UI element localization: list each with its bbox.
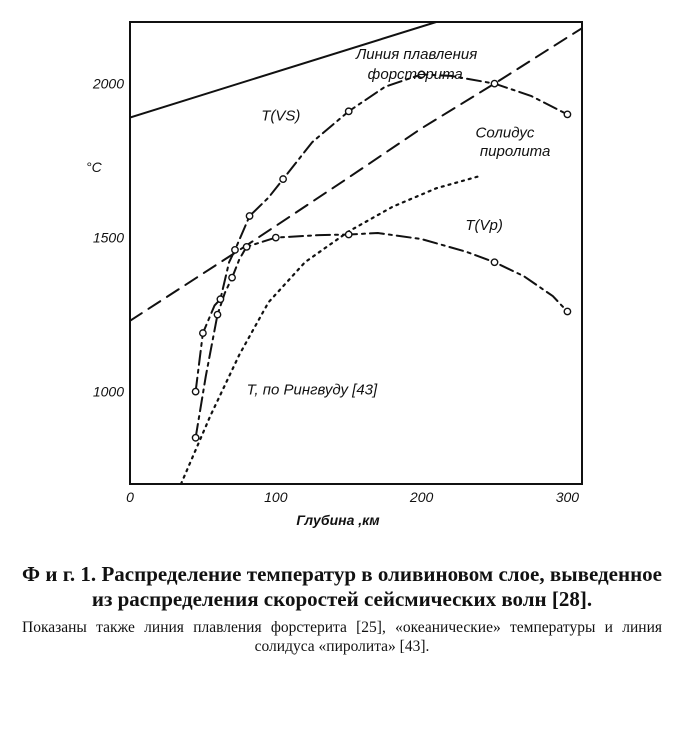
series-2-point-3 — [217, 296, 223, 302]
annotation-layer — [247, 46, 551, 399]
caption-body: Показаны также линия плавления форстерита [25], «океанические» температуры и линия солидуса «пиролита» [43]. — [22, 619, 662, 655]
series-2-point-10 — [564, 111, 570, 117]
series-3-point-3 — [229, 274, 235, 280]
y-axis-label: °С — [86, 159, 102, 175]
series-3-point-1 — [192, 435, 198, 441]
series-3-point-6 — [346, 231, 352, 237]
plot-frame — [130, 22, 582, 484]
x-axis-label: Глубина ,км — [296, 512, 380, 528]
series-3-point-8 — [564, 308, 570, 314]
series-2-point-5 — [246, 213, 252, 219]
x-tick-label: 0 — [126, 489, 134, 505]
series-3-point-2 — [214, 311, 220, 317]
annotation-линия-плавления: Линия плавления — [356, 45, 478, 63]
series-layer — [130, 22, 582, 484]
annotation-t-по-рингвуду-43: T, по Рингвуду [43] — [246, 381, 378, 399]
series-line-5 — [181, 176, 480, 484]
series-3-point-5 — [273, 234, 279, 240]
series-2-point-7 — [346, 108, 352, 114]
x-tick-label: 300 — [555, 489, 580, 505]
series-3-point-4 — [243, 244, 249, 250]
figure-caption — [22, 562, 662, 656]
annotation-форстерита: форстерита — [367, 65, 463, 83]
annotation-солидус: Солидус — [475, 124, 535, 142]
caption-title: Ф и г. 1. Распределение температур в оливиновом слое, выведенное из распределения скоростей сейсмических волн [28]. — [22, 562, 662, 611]
series-2-point-9 — [491, 80, 497, 86]
series-2-point-1 — [192, 388, 198, 394]
x-tick-label: 200 — [409, 489, 434, 505]
series-3-point-7 — [491, 259, 497, 265]
annotation-пиролита: пиролита — [479, 142, 551, 160]
y-tick-label: 2000 — [92, 75, 124, 92]
annotation-t-vs: T(VS) — [261, 107, 301, 125]
series-2-point-4 — [232, 247, 238, 253]
series-2-point-2 — [200, 330, 206, 336]
y-tick-label: 1000 — [92, 383, 124, 400]
series-2-point-6 — [280, 176, 286, 182]
series-line-3 — [196, 233, 568, 438]
x-tick-label: 100 — [264, 489, 288, 505]
y-tick-label: 1500 — [92, 229, 124, 246]
annotation-t-vp: T(Vp) — [465, 216, 503, 234]
series-line-4 — [130, 28, 582, 321]
